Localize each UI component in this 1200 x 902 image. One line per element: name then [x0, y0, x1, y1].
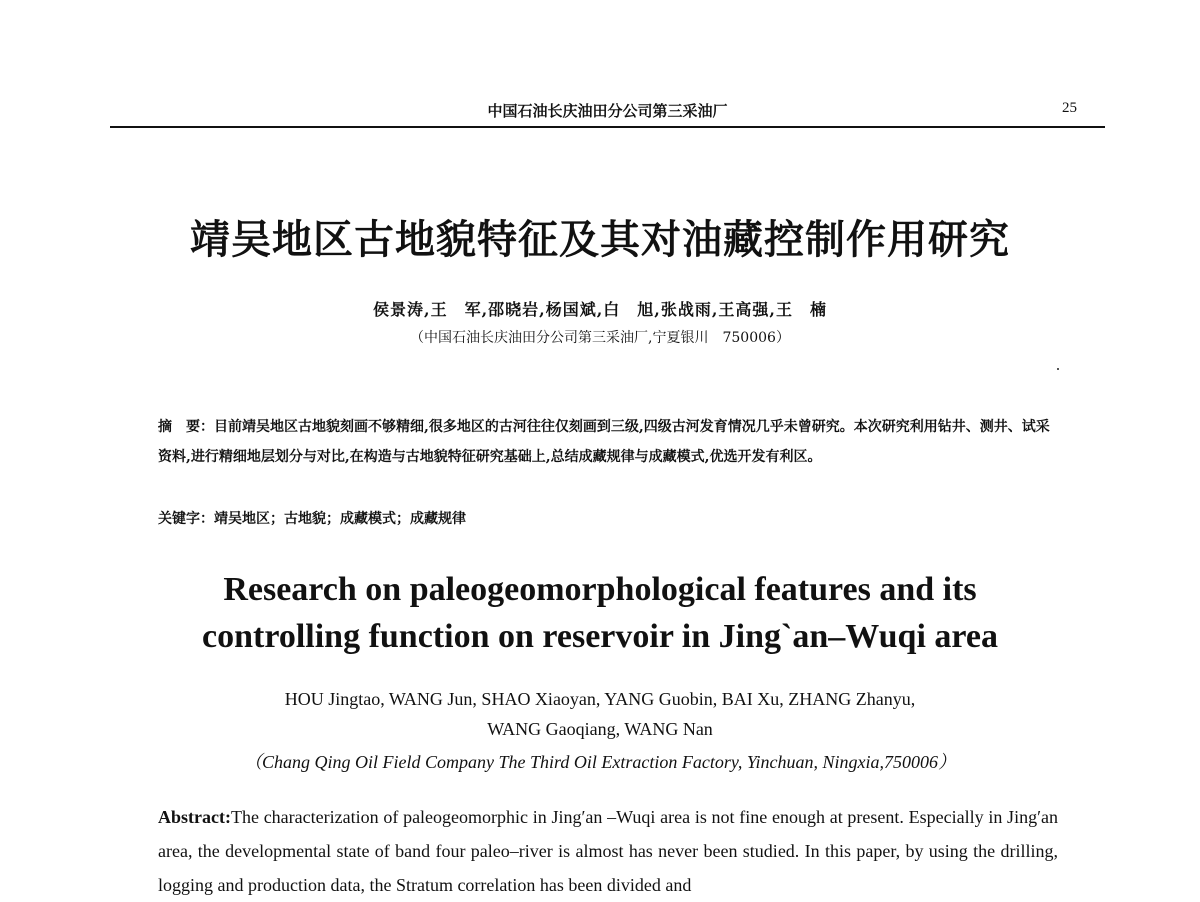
english-authors-line-1: HOU Jingtao, WANG Jun, SHAO Xiaoyan, YANG Guobin, BAI Xu, ZHANG Zhanyu,: [284, 689, 916, 709]
chinese-abstract-label: 摘 要：: [158, 419, 214, 435]
english-title-line-2: controlling function on reservoir in Jing`an–Wuqi area: [202, 618, 998, 655]
chinese-keywords: [158, 508, 1058, 528]
journal-header-title: 中国石油长庆油田分公司第三采油厂: [487, 102, 728, 120]
chinese-title: 靖吴地区古地貌特征及其对油藏控制作用研究: [190, 216, 1010, 263]
scan-speck: [1057, 368, 1059, 370]
english-authors: [0, 684, 1200, 744]
page-header: [110, 96, 1105, 128]
english-authors-line-2: WANG Gaoqiang, WANG Nan: [487, 719, 713, 739]
english-title: [0, 566, 1200, 660]
english-title-line-1: Research on paleogeomorphological features and its: [223, 571, 977, 608]
chinese-keywords-text: 靖吴地区；古地貌；成藏模式；成藏规律: [214, 511, 466, 527]
chinese-abstract: [158, 412, 1058, 472]
english-abstract-label: Abstract:: [158, 807, 231, 827]
english-abstract: [158, 800, 1058, 902]
page-number: 25: [1062, 100, 1077, 116]
chinese-affiliation: （中国石油长庆油田分公司第三采油厂,宁夏银川 750006）: [410, 330, 790, 346]
chinese-keywords-label: 关键字：: [158, 511, 214, 527]
english-affiliation: （Chang Qing Oil Field Company The Third Oil Extraction Factory, Yinchuan, Ningxia,750006）: [244, 752, 956, 772]
chinese-abstract-text: 目前靖吴地区古地貌刻画不够精细,很多地区的古河往往仅刻画到三级,四级古河发育情况几乎未曾研究。本次研究利用钻井、测井、试采资料,进行精细地层划分与对比,在构造与古地貌特征研究基础上,总结成藏规律与成藏模式,优选开发有利区。: [158, 419, 1050, 465]
chinese-authors: 侯景涛,王 军,邵晓岩,杨国斌,白 旭,张战雨,王高强,王 楠: [373, 300, 827, 319]
english-abstract-text: The characterization of paleogeomorphic in Jing′an –Wuqi area is not fine enough at present. Especially in Jing′an area, the developmental state of band four paleo–river is almost has never been studied. In this paper, by using the drilling, logging and production data, the Stratum correlation has been divided and: [158, 807, 1058, 895]
